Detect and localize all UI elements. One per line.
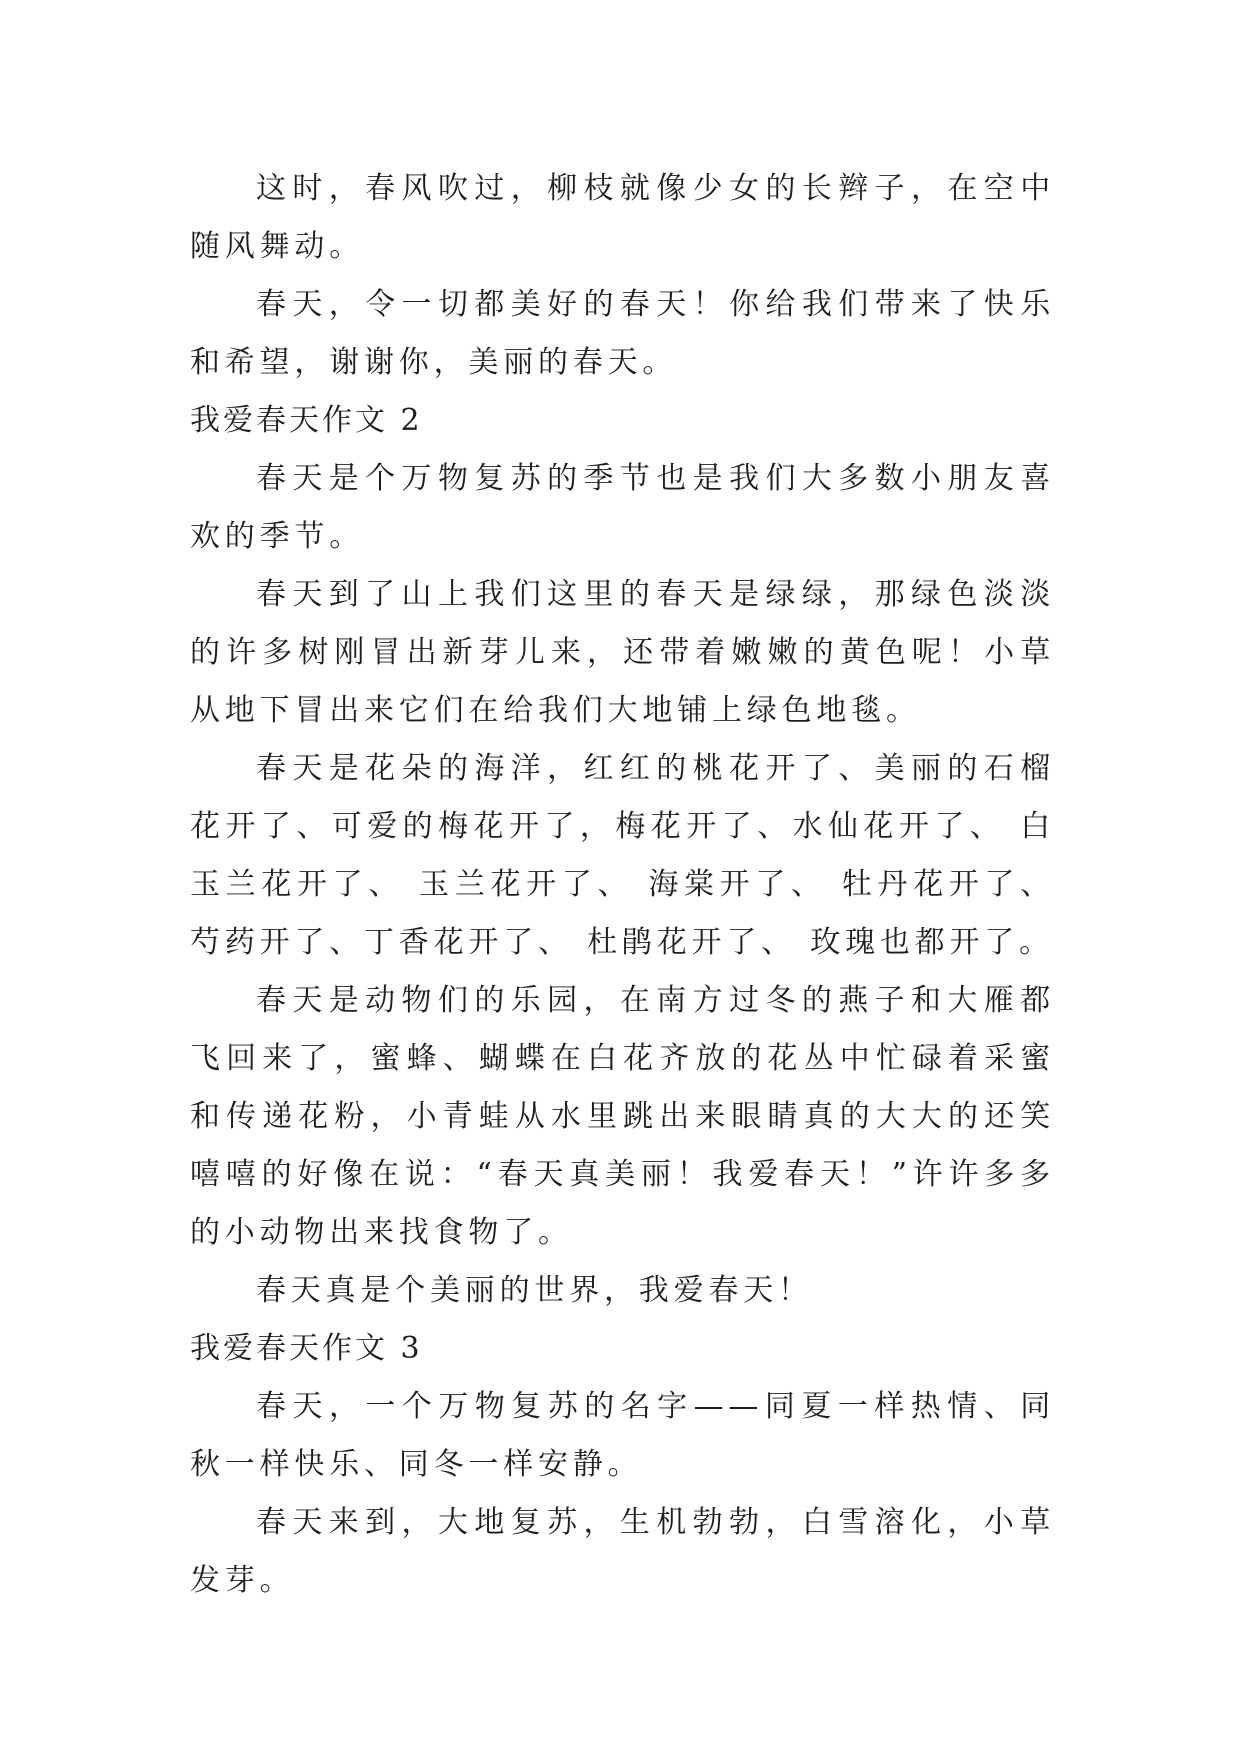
paragraph: 春天，一个万物复苏的名字——同夏一样热情、同秋一样快乐、同冬一样安静。	[190, 1389, 1055, 1482]
paragraph: 春天来到，大地复苏，生机勃勃，白雪溶化，小草发芽。	[190, 1505, 1055, 1598]
paragraph: 这时，春风吹过，柳枝就像少女的长辫子，在空中随风舞动。	[190, 171, 1055, 264]
essay-heading: 我爱春天作文 2	[190, 403, 423, 438]
document-body	[190, 160, 1055, 1610]
paragraph: 春天是动物们的乐园，在南方过冬的燕子和大雁都飞回来了，蜜蜂、蝴蝶在白花齐放的花丛中忙碌着采蜜和传递花粉，小青蛙从水里跳出来眼睛真的大大的还笑嘻嘻的好像在说：“春天真美丽！我爱春天！”许许多多的小动物出来找食物了。	[190, 983, 1055, 1250]
paragraph: 春天是花朵的海洋，红红的桃花开了、美丽的石榴花开了、可爱的梅花开了，梅花开了、水仙花开了、 白玉兰花开了、 玉兰花开了、 海棠开了、 牡丹花开了、 芍药开了、丁香花开了、 杜鹃花开了、 玫瑰也都开了。	[190, 751, 1055, 960]
paragraph: 春天，令一切都美好的春天！你给我们带来了快乐和希望，谢谢你，美丽的春天。	[190, 287, 1055, 380]
paragraph: 春天到了山上我们这里的春天是绿绿，那绿色淡淡的许多树刚冒出新芽儿来，还带着嫩嫩的黄色呢！小草从地下冒出来它们在给我们大地铺上绿色地毯。	[190, 577, 1055, 728]
essay-heading: 我爱春天作文 3	[190, 1331, 423, 1366]
paragraph: 春天真是个美丽的世界，我爱春天！	[256, 1273, 813, 1308]
paragraph: 春天是个万物复苏的季节也是我们大多数小朋友喜欢的季节。	[190, 461, 1055, 554]
